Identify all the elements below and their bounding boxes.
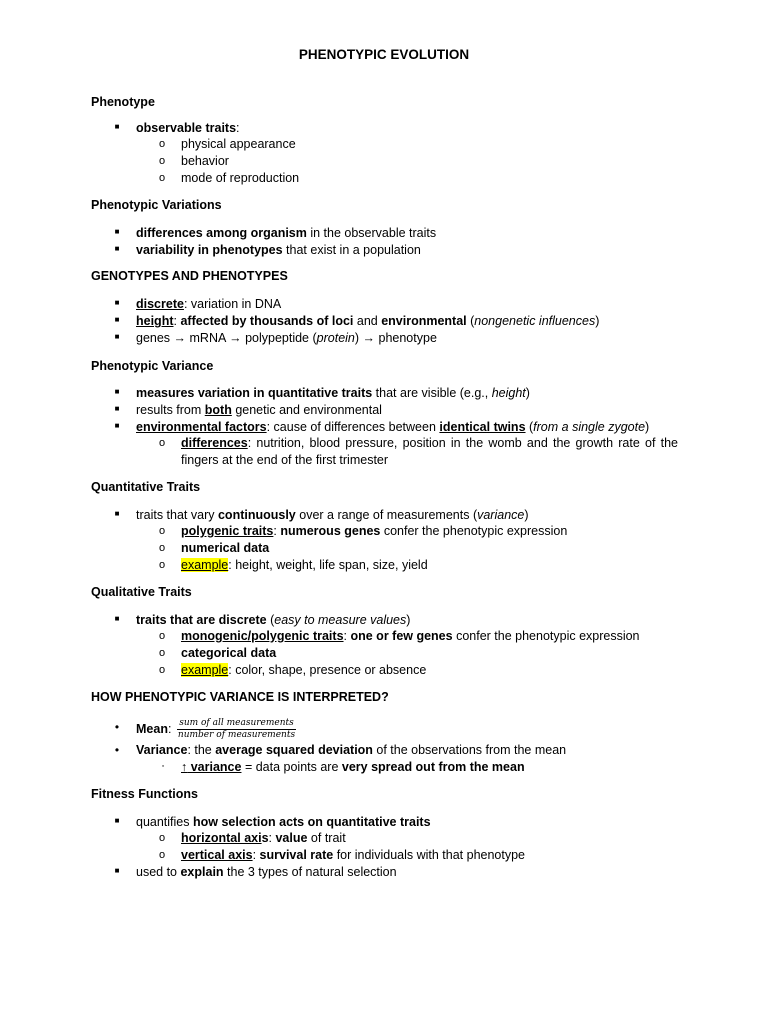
dot-bullet: • (114, 720, 120, 734)
square-bullet: ■ (114, 244, 120, 253)
heading-fitness-functions: Fitness Functions (91, 787, 198, 801)
heading-qualitative-traits: Qualitative Traits (91, 585, 192, 599)
square-bullet: ■ (114, 421, 120, 430)
square-bullet: ■ (114, 227, 120, 236)
heading-phenotypic-variations: Phenotypic Variations (91, 198, 222, 212)
list-item: categorical data (181, 646, 277, 660)
circle-bullet: o (158, 542, 166, 554)
heading-genotypes-and-phenotypes: GENOTYPES AND PHENOTYPES (91, 269, 288, 283)
list-item: ↑ variance = data points are very spread out from the mean (181, 760, 525, 774)
list-item: example: height, weight, life span, size, yield (181, 558, 428, 572)
circle-bullet: o (158, 664, 166, 676)
list-item: variability in phenotypes that exist in a population (136, 243, 421, 257)
list-item: physical appearance (181, 137, 296, 151)
list-item: vertical axis: survival rate for individuals with that phenotype (181, 848, 526, 862)
square-bullet: ■ (114, 298, 120, 307)
square-bullet: ■ (114, 614, 120, 623)
circle-bullet: o (158, 525, 166, 537)
heading-variance-interpreted: HOW PHENOTYPIC VARIANCE IS INTERPRETED? (91, 690, 389, 704)
circle-bullet: o (158, 437, 166, 449)
list-item: measures variation in quantitative traits that are visible (e.g., height) (136, 386, 530, 400)
square-bullet: ■ (114, 404, 120, 413)
dot-bullet: • (114, 743, 120, 757)
list-item: results from both genetic and environmental (136, 403, 382, 417)
heading-phenotypic-variance: Phenotypic Variance (91, 359, 214, 373)
list-item: differences: nutrition, blood pressure, position in the womb and the growth rate of the fingers at the end of the first trimester (181, 436, 678, 467)
highlighted-text: example (181, 663, 229, 677)
square-bullet: ■ (114, 509, 120, 518)
square-bullet: ■ (114, 387, 120, 396)
square-bullet: ■ (114, 866, 120, 875)
list-item: observable traits: (136, 121, 240, 135)
list-item: genes → mRNA → polypeptide (protein) → phenotype (136, 331, 437, 345)
circle-bullet: o (158, 559, 166, 571)
arrow-right-icon: → (229, 331, 242, 345)
list-item: height: affected by thousands of loci and environmental (nongenetic influences) (136, 314, 600, 328)
list-item: traits that vary continuously over a range of measurements (variance) (136, 508, 529, 522)
circle-bullet: o (158, 849, 166, 861)
circle-bullet: o (158, 832, 166, 844)
list-item: horizontal axis: value of trait (181, 831, 346, 845)
document-title: PHENOTYPIC EVOLUTION (298, 47, 470, 62)
list-item: example: color, shape, presence or absence (181, 663, 427, 677)
list-item: quantifies how selection acts on quantitative traits (136, 815, 431, 829)
list-item: traits that are discrete (easy to measure values) (136, 613, 411, 627)
list-item: polygenic traits: numerous genes confer the phenotypic expression (181, 524, 568, 538)
list-item: used to explain the 3 types of natural selection (136, 865, 397, 879)
list-item-mean: Mean: $\frac{\text{sum of all measurements}}{\text{number of measurements}}$ (136, 718, 296, 741)
square-bullet: ■ (114, 332, 120, 341)
list-item: behavior (181, 154, 229, 168)
heading-phenotype: Phenotype (91, 95, 155, 109)
list-item: numerical data (181, 541, 270, 555)
list-item: differences among organism in the observable traits (136, 226, 437, 240)
arrow-up-icon: ↑ (181, 760, 188, 774)
circle-bullet: o (158, 155, 166, 167)
list-item: discrete: variation in DNA (136, 297, 282, 311)
square-bullet: ■ (114, 122, 120, 131)
circle-bullet: o (158, 630, 166, 642)
small-square-bullet: ▫ (161, 763, 165, 770)
list-item: Variance: the average squared deviation of the observations from the mean (136, 743, 567, 757)
arrow-right-icon: → (362, 331, 376, 345)
circle-bullet: o (158, 138, 166, 150)
highlighted-text: example (181, 558, 229, 572)
list-item: mode of reproduction (181, 171, 300, 185)
circle-bullet: o (158, 172, 166, 184)
heading-quantitative-traits: Quantitative Traits (91, 480, 201, 494)
list-item: monogenic/polygenic traits: one or few genes confer the phenotypic expression (181, 629, 640, 643)
square-bullet: ■ (114, 315, 120, 324)
mean-formula: $\frac{\text{sum of all measurements}}{\text{number of measurements}}$ (177, 718, 296, 741)
list-item: environmental factors: cause of differences between identical twins (from a single zygote) (136, 420, 650, 434)
arrow-right-icon: → (173, 331, 187, 345)
square-bullet: ■ (114, 816, 120, 825)
circle-bullet: o (158, 647, 166, 659)
